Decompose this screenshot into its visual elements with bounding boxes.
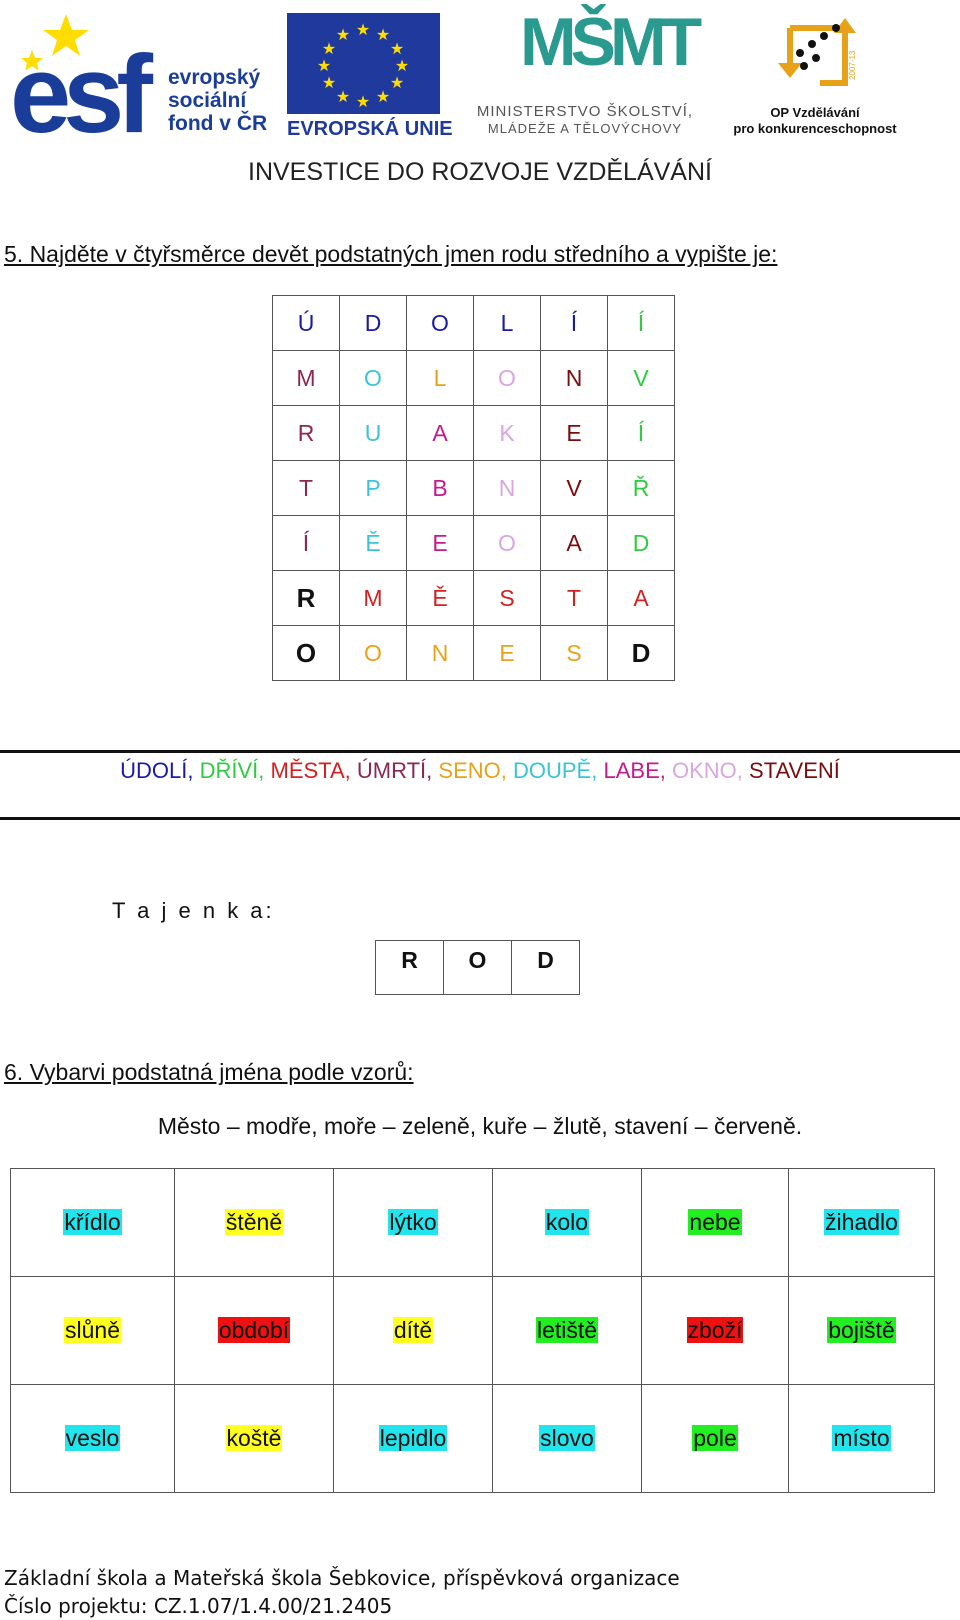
grid-cell: Í	[608, 296, 675, 351]
noun-cell	[789, 1385, 935, 1493]
noun-word: štěně	[225, 1209, 283, 1235]
eu-label: EVROPSKÁ UNIE	[287, 118, 453, 140]
grid-cell: O	[340, 626, 407, 681]
noun-word: křídlo	[64, 1209, 121, 1235]
svg-text:★: ★	[335, 89, 351, 106]
noun-word: veslo	[65, 1425, 120, 1451]
answer-word: ÚMRTÍ	[356, 758, 427, 783]
noun-word: období	[218, 1317, 290, 1343]
grid-cell: Ě	[340, 516, 407, 571]
svg-text:★: ★	[389, 41, 405, 58]
answer-word: OKNO	[671, 758, 737, 783]
nouns-row	[11, 1169, 935, 1277]
svg-text:★: ★	[389, 75, 405, 92]
noun-cell	[334, 1277, 493, 1385]
grid-cell: E	[474, 626, 541, 681]
grid-cell: M	[340, 571, 407, 626]
word-search-grid	[272, 295, 675, 681]
msmt-line-1: MINISTERSTVO ŠKOLSTVÍ,	[476, 103, 694, 120]
noun-word: místo	[833, 1425, 890, 1451]
nouns-table	[10, 1168, 935, 1493]
noun-word: lepidlo	[379, 1425, 447, 1451]
msmt-logo-letters: MŠMT	[520, 4, 697, 80]
noun-cell	[175, 1169, 334, 1277]
noun-word: lýtko	[389, 1209, 437, 1235]
noun-cell	[493, 1277, 642, 1385]
grid-cell: L	[474, 296, 541, 351]
grid-cell: B	[407, 461, 474, 516]
grid-cell: O	[340, 351, 407, 406]
noun-cell	[334, 1385, 493, 1493]
grid-cell: D	[340, 296, 407, 351]
svg-text:★: ★	[375, 27, 391, 44]
noun-word: dítě	[393, 1317, 433, 1343]
grid-row	[273, 296, 675, 351]
footer	[4, 1564, 680, 1620]
tajenka-table	[375, 940, 580, 995]
noun-word: nebe	[689, 1209, 741, 1235]
grid-cell: D	[608, 626, 675, 681]
footer-project-number: Číslo projektu: CZ.1.07/1.4.00/21.2405	[4, 1594, 393, 1618]
noun-cell	[642, 1385, 789, 1493]
grid-row	[273, 351, 675, 406]
grid-cell: Í	[273, 516, 340, 571]
noun-cell	[789, 1277, 935, 1385]
op-logo-icon	[760, 8, 870, 98]
tajenka-cell: D	[512, 941, 580, 995]
grid-cell: Í	[608, 406, 675, 461]
grid-cell: L	[407, 351, 474, 406]
grid-cell: S	[474, 571, 541, 626]
noun-word: žihadlo	[825, 1209, 898, 1235]
nouns-row	[11, 1277, 935, 1385]
grid-cell: M	[273, 351, 340, 406]
noun-cell	[789, 1169, 935, 1277]
noun-word: kolo	[545, 1209, 589, 1235]
grid-row	[273, 461, 675, 516]
grid-cell: Í	[541, 296, 608, 351]
svg-text:★: ★	[375, 89, 391, 106]
answer-word: SENO	[438, 758, 501, 783]
tagline: INVESTICE DO ROZVOJE VZDĚLÁVÁNÍ	[248, 158, 712, 186]
grid-cell: A	[541, 516, 608, 571]
grid-cell: S	[541, 626, 608, 681]
esf-logo-text	[168, 66, 267, 135]
grid-cell: A	[407, 406, 474, 461]
answer-word: DŘÍVÍ	[199, 758, 259, 783]
grid-cell: E	[541, 406, 608, 461]
grid-cell: V	[608, 351, 675, 406]
msmt-line-2: MLÁDEŽE A TĚLOVÝCHOVY	[487, 121, 683, 136]
noun-cell	[175, 1385, 334, 1493]
grid-cell: O	[474, 351, 541, 406]
answer-word: ÚDOLÍ	[120, 758, 188, 783]
noun-word: letiště	[536, 1317, 598, 1343]
task5-title: 5. Najděte v čtyřsměrce devět podstatných jmen rodu středního a vypište je:	[4, 241, 778, 267]
esf-logo-letters: esf	[10, 33, 145, 156]
tajenka-cell: R	[376, 941, 444, 995]
esf-line-2: sociální	[168, 89, 247, 112]
esf-line-3: fond v ČR	[168, 112, 268, 135]
grid-cell: N	[407, 626, 474, 681]
msmt-logo-text	[455, 103, 715, 137]
noun-word: slůně	[65, 1317, 120, 1343]
grid-cell: T	[273, 461, 340, 516]
grid-cell: E	[407, 516, 474, 571]
grid-cell: K	[474, 406, 541, 461]
grid-cell: Ú	[273, 296, 340, 351]
divider-bottom	[0, 817, 960, 820]
op-years: 2007-13	[848, 50, 857, 80]
divider-top	[0, 750, 960, 753]
answer-word: LABE	[603, 758, 660, 783]
answer-word: STAVENÍ	[749, 758, 840, 783]
svg-text:★: ★	[321, 41, 337, 58]
noun-cell	[11, 1277, 175, 1385]
answer-word: MĚSTA	[270, 758, 345, 783]
svg-text:★: ★	[316, 58, 332, 75]
tajenka-cell: O	[444, 941, 512, 995]
noun-cell	[11, 1169, 175, 1277]
noun-cell	[11, 1385, 175, 1493]
grid-cell: O	[407, 296, 474, 351]
grid-cell: D	[608, 516, 675, 571]
grid-cell: O	[474, 516, 541, 571]
footer-school: Základní škola a Mateřská škola Šebkovice, příspěvková organizace	[4, 1566, 680, 1590]
noun-word: zboží	[687, 1317, 743, 1343]
noun-word: slovo	[540, 1425, 594, 1451]
grid-cell: V	[541, 461, 608, 516]
noun-cell	[493, 1385, 642, 1493]
grid-cell: U	[340, 406, 407, 461]
task6-instruction: Město – modře, moře – zeleně, kuře – žlutě, stavení – červeně.	[157, 1113, 803, 1139]
tajenka-label: T a j e n k a:	[112, 898, 275, 923]
nouns-row	[11, 1385, 935, 1493]
grid-cell: A	[608, 571, 675, 626]
grid-cell: N	[541, 351, 608, 406]
grid-row	[273, 626, 675, 681]
eu-flag-icon	[287, 13, 440, 114]
task6-title: 6. Vybarvi podstatná jména podle vzorů:	[4, 1059, 414, 1085]
op-logo-text	[725, 105, 905, 137]
svg-text:★: ★	[335, 27, 351, 44]
noun-cell	[334, 1169, 493, 1277]
grid-row	[273, 406, 675, 461]
answers-line: ÚDOLÍ, DŘÍVÍ, MĚSTA, ÚMRTÍ, SENO, DOUPĚ, LABE, OKNO, STAVENÍ	[120, 758, 840, 783]
svg-text:★: ★	[321, 75, 337, 92]
grid-cell: O	[273, 626, 340, 681]
noun-word: koště	[226, 1425, 282, 1451]
op-line-2: pro konkurenceschopnost	[733, 121, 897, 136]
grid-cell: R	[273, 571, 340, 626]
grid-cell: R	[273, 406, 340, 461]
noun-cell	[642, 1277, 789, 1385]
grid-cell: T	[541, 571, 608, 626]
grid-row	[273, 516, 675, 571]
op-line-1: OP Vzdělávání	[770, 105, 860, 120]
answer-word: DOUPĚ	[513, 758, 592, 783]
grid-cell: Ě	[407, 571, 474, 626]
svg-text:★: ★	[355, 22, 371, 39]
svg-text:★: ★	[355, 94, 371, 111]
noun-cell	[493, 1169, 642, 1277]
grid-cell: P	[340, 461, 407, 516]
noun-cell	[175, 1277, 334, 1385]
grid-cell: N	[474, 461, 541, 516]
noun-cell	[642, 1169, 789, 1277]
svg-text:★: ★	[394, 58, 410, 75]
grid-cell: Ř	[608, 461, 675, 516]
grid-row	[273, 571, 675, 626]
noun-word: bojiště	[828, 1317, 895, 1343]
eu-stars-icon	[287, 13, 440, 114]
noun-word: pole	[693, 1425, 737, 1451]
esf-line-1: evropský	[168, 66, 261, 89]
